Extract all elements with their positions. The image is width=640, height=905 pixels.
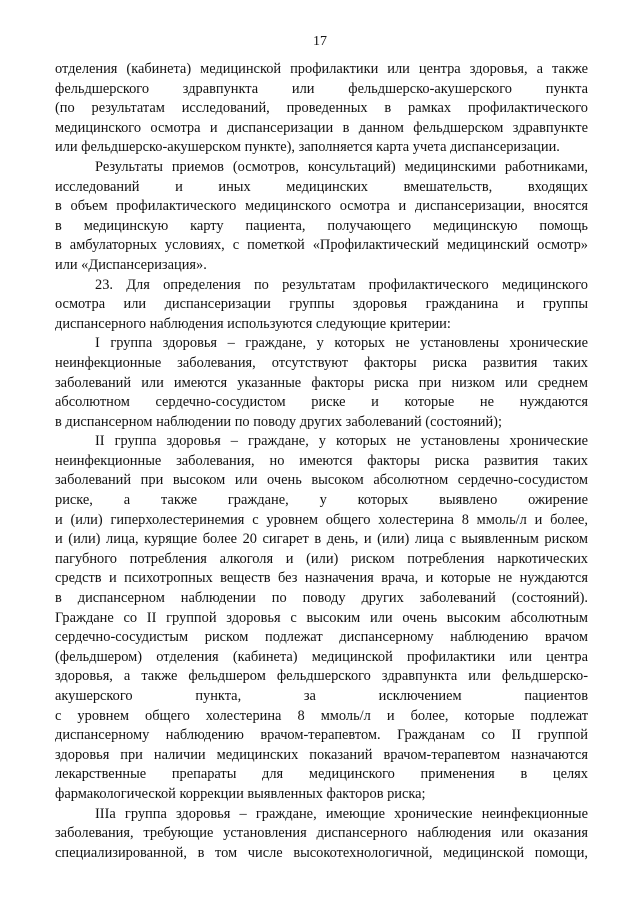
- text-line: II группа здоровья – граждане, у которых не установлены хронические: [95, 433, 588, 450]
- text-line: или «Диспансеризация».: [55, 256, 207, 273]
- text-line: заболевания, требующие установления диспансерного наблюдения или оказания: [55, 825, 588, 842]
- text-line: пагубного потребления алкоголя и (или) риском потребления наркотических: [55, 550, 588, 567]
- text-line: (фельдшером) отделения (кабинета) медицинской профилактики или центра: [55, 648, 588, 665]
- text-line: в объем профилактического медицинского осмотра и диспансеризации, вносятся: [55, 198, 588, 215]
- text-line: 23. Для определения по результатам профилактического медицинского: [95, 276, 588, 293]
- text-line: неинфекционные заболевания, но имеются факторы риска развития таких: [55, 452, 588, 469]
- text-line: здоровья при наличии медицинских показаний врачом-терапевтом назначаются: [55, 746, 588, 763]
- text-line: IIIа группа здоровья – граждане, имеющие хронические неинфекционные: [95, 805, 588, 822]
- text-line: заболеваний при высоком или очень высоком абсолютном сердечно-сосудистом: [55, 472, 588, 489]
- text-line: сердечно-сосудистым риском подлежат диспансерному наблюдению врачом: [55, 629, 588, 646]
- page-number: 17: [313, 34, 327, 49]
- text-line: фельдшерского здравпункта или фельдшерско-акушерского пункта: [55, 80, 588, 97]
- paragraph: [55, 158, 588, 276]
- text-line: заболеваний или имеются указанные факторы риска при низком или среднем: [55, 374, 588, 391]
- text-line: с уровнем общего холестерина 8 ммоль/л и более, которые подлежат: [55, 707, 588, 724]
- text-line: I группа здоровья – граждане, у которых не установлены хронические: [95, 335, 588, 352]
- text-line: Результаты приемов (осмотров, консультаций) медицинскими работниками,: [95, 158, 588, 175]
- text-line: (по результатам исследований, проведенных в рамках профилактического: [55, 100, 588, 117]
- text-line: и (или) гиперхолестеринемия с уровнем общего холестерина 8 ммоль/л и более,: [55, 511, 588, 528]
- text-line: неинфекционные заболевания, отсутствуют факторы риска развития таких: [55, 354, 588, 371]
- text-line: осмотра или диспансеризации группы здоровья гражданина и группы: [55, 296, 588, 313]
- paragraph: [55, 334, 588, 432]
- text-line: в медицинскую карту пациента, получающего медицинскую помощь: [55, 217, 588, 234]
- document-body: [55, 60, 588, 863]
- paragraph: [55, 60, 588, 158]
- text-line: в диспансерном наблюдении по поводу других заболеваний (состояний).: [55, 590, 588, 607]
- text-line: медицинского осмотра и диспансеризации в данном фельдшерском здравпункте: [55, 119, 588, 136]
- text-line: здоровья, а также фельдшером фельдшерского здравпункта или фельдшерско-: [55, 668, 588, 685]
- text-line: отделения (кабинета) медицинской профилактики или центра здоровья, а также: [55, 61, 588, 77]
- text-line: абсолютном сердечно-сосудистом риске и которые не нуждаются: [55, 394, 588, 411]
- text-line: акушерского пункта, за исключением пациентов: [55, 688, 588, 704]
- text-line: диспансерному наблюдению врачом-терапевтом. Гражданам со II группой: [55, 727, 588, 744]
- text-line: средств и психотропных веществ без назначения врача, и которые не нуждаются: [55, 570, 588, 587]
- paragraph: [55, 276, 588, 335]
- text-line: исследований и иных медицинских вмешательств, входящих: [55, 178, 588, 195]
- text-line: специализированной, в том числе высокотехнологичной, медицинской помощи,: [55, 844, 588, 861]
- text-line: Граждане со II группой здоровья с высоким или очень высоким абсолютным: [55, 609, 588, 626]
- text-line: в диспансерном наблюдении по поводу других заболеваний (состояний);: [55, 413, 502, 430]
- text-line: риске, а также граждане, у которых выявлено ожирение: [55, 492, 588, 509]
- text-line: в амбулаторных условиях, с пометкой «Профилактический медицинский осмотр»: [55, 237, 588, 254]
- text-line: и (или) лица, курящие более 20 сигарет в день, и (или) лица с выявленным риском: [55, 531, 588, 548]
- paragraph: [55, 805, 588, 864]
- text-line: фармакологической коррекции выявленных факторов риска;: [55, 785, 426, 802]
- text-line: диспансерного наблюдения используются следующие критерии:: [55, 315, 451, 332]
- paragraph: [55, 432, 588, 804]
- text-line: или фельдшерско-акушерском пункте), заполняется карта учета диспансеризации.: [55, 139, 560, 156]
- text-line: лекарственные препараты для медицинского применения в целях: [55, 766, 588, 783]
